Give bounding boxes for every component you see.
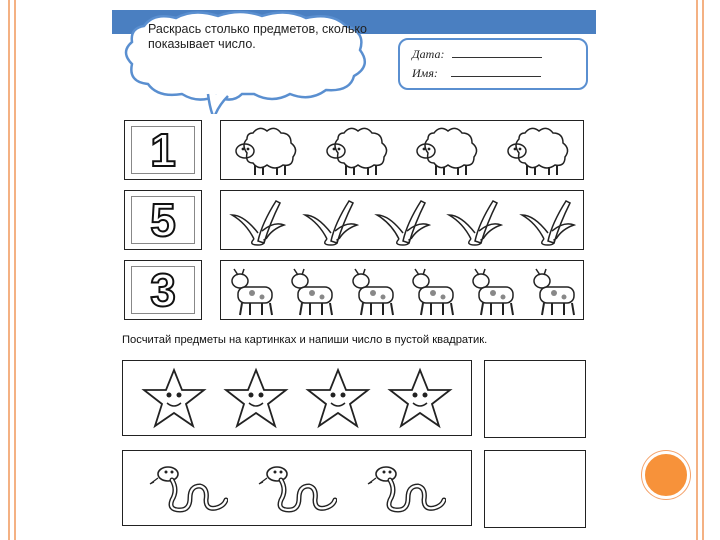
- accent-dot: [642, 451, 690, 499]
- sheep-icon[interactable]: [231, 123, 301, 177]
- number-box: [124, 190, 202, 250]
- goat-icon[interactable]: [345, 263, 399, 317]
- goat-icon[interactable]: [526, 263, 580, 317]
- snake-icon[interactable]: [366, 460, 446, 516]
- snake-icon[interactable]: [148, 460, 228, 516]
- slide-frame-right-inner: [696, 0, 698, 540]
- goat-icon[interactable]: [224, 263, 278, 317]
- banana-icon[interactable]: [228, 193, 286, 247]
- date-blank[interactable]: [452, 46, 542, 58]
- worksheet: [112, 0, 596, 530]
- banana-icon[interactable]: [301, 193, 359, 247]
- cloud-instruction-text: Раскрась столько предметов, сколько показывает число.: [148, 22, 367, 51]
- picture-row-goats: [220, 260, 584, 320]
- count-instruction: Посчитай предметы на картинках и напиши число в пустой квадратик.: [122, 334, 488, 346]
- goat-icon[interactable]: [465, 263, 519, 317]
- banana-icon[interactable]: [373, 193, 431, 247]
- name-label: Имя:: [412, 66, 438, 80]
- banana-icon[interactable]: [445, 193, 503, 247]
- banana-icon[interactable]: [518, 193, 576, 247]
- goat-icon[interactable]: [284, 263, 338, 317]
- number-digit: 3: [150, 264, 176, 316]
- star-icon[interactable]: [141, 367, 207, 429]
- slide-frame-left-inner: [14, 0, 16, 540]
- date-name-box: [398, 38, 588, 90]
- snake-icon[interactable]: [257, 460, 337, 516]
- star-icon[interactable]: [387, 367, 453, 429]
- date-label: Дата:: [412, 47, 445, 61]
- answer-box-stars[interactable]: [484, 360, 586, 438]
- star-icon[interactable]: [223, 367, 289, 429]
- number-digit: 5: [150, 194, 176, 246]
- picture-row-bananas: [220, 190, 584, 250]
- slide-frame-left-outer: [8, 0, 10, 540]
- count-row-stars: [122, 360, 472, 436]
- slide-frame-right-outer: [702, 0, 704, 540]
- star-icon[interactable]: [305, 367, 371, 429]
- count-row-snakes: [122, 450, 472, 526]
- picture-row-sheep: [220, 120, 584, 180]
- sheep-icon[interactable]: [503, 123, 573, 177]
- number-digit: 1: [150, 124, 176, 176]
- sheep-icon[interactable]: [412, 123, 482, 177]
- goat-icon[interactable]: [405, 263, 459, 317]
- answer-box-snakes[interactable]: [484, 450, 586, 528]
- name-blank[interactable]: [451, 65, 541, 77]
- number-box: [124, 120, 202, 180]
- number-box: [124, 260, 202, 320]
- sheep-icon[interactable]: [322, 123, 392, 177]
